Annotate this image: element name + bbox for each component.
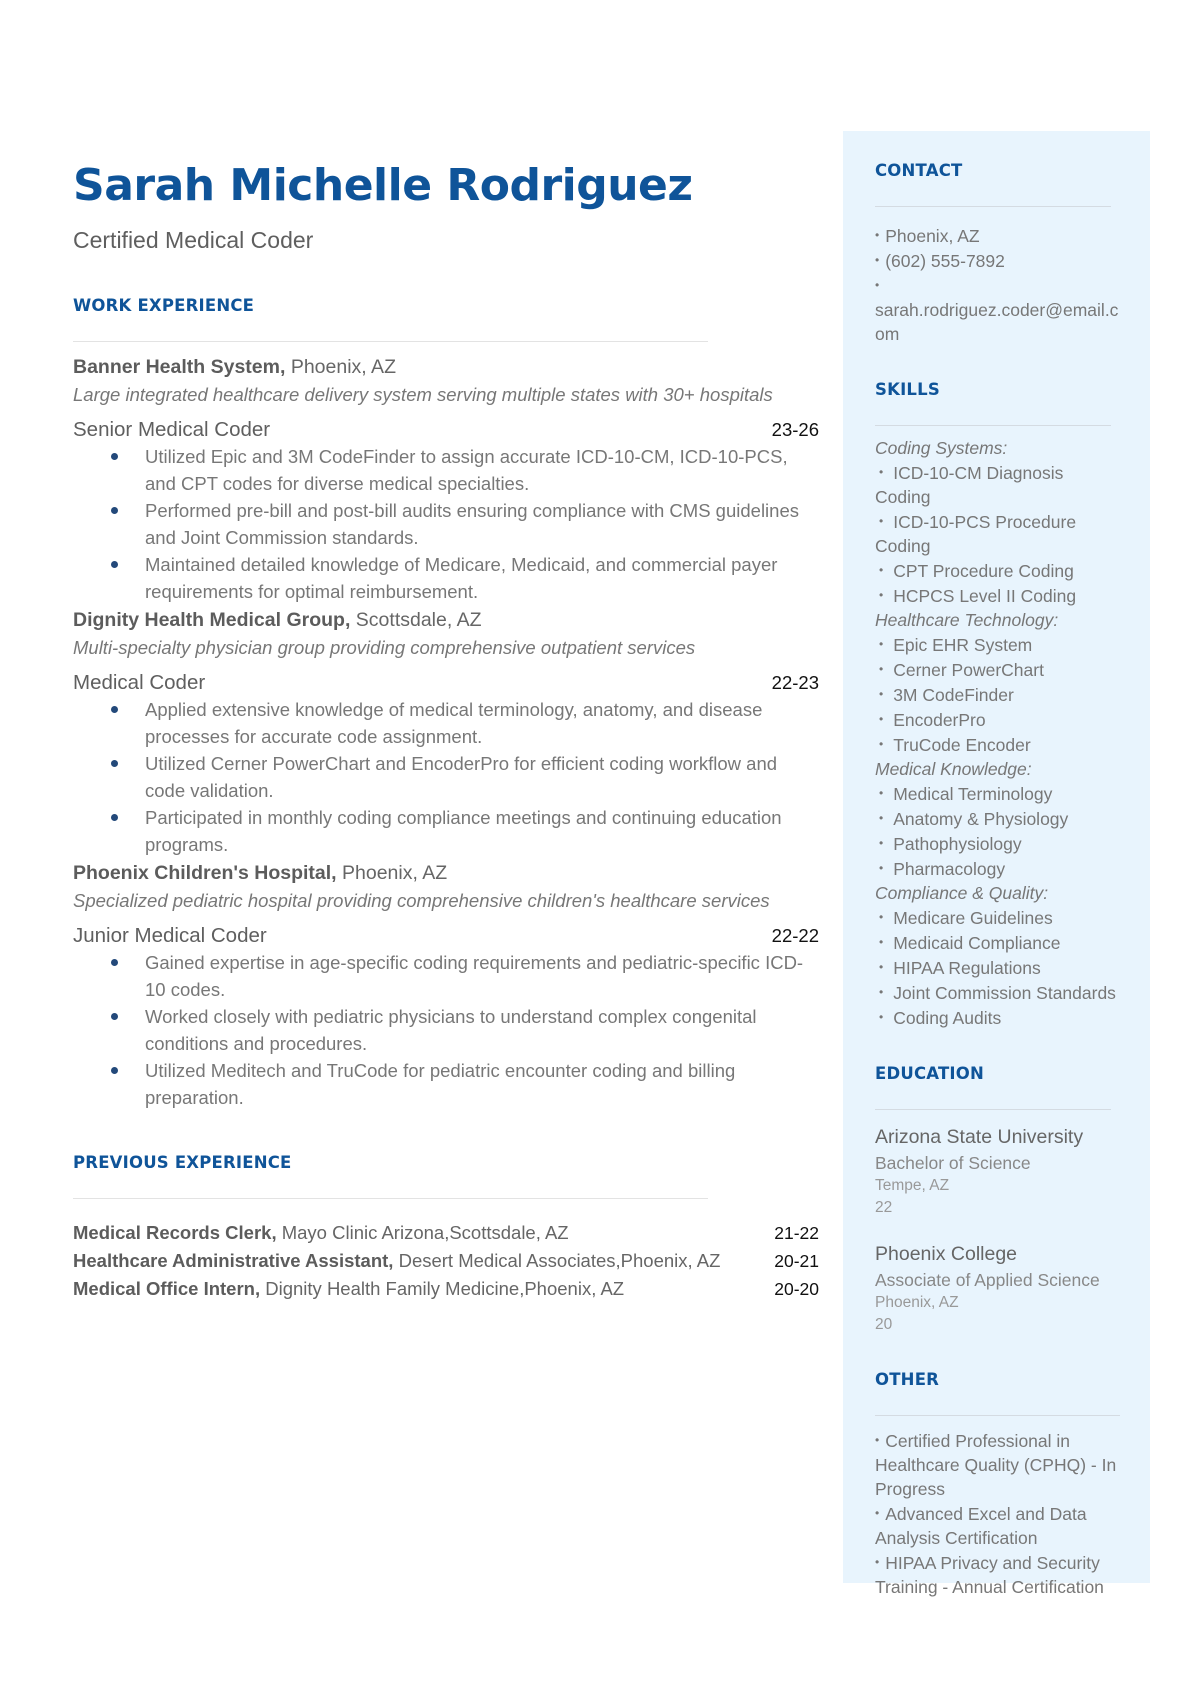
skill-item: • Pathophysiology: [879, 834, 1022, 854]
skill-item: • CPT Procedure Coding: [879, 561, 1074, 581]
previous-dates: 21-22: [774, 1223, 819, 1243]
contact-phone: • (602) 555-7892: [875, 251, 1005, 271]
job-role: Junior Medical Coder: [73, 924, 267, 947]
job-bullet: [145, 696, 819, 750]
company-location: Scottsdale, AZ: [355, 609, 482, 631]
skill-item: • ICD-10-PCS Procedure Coding: [875, 512, 1077, 556]
skill-item: • Coding Audits: [879, 1008, 1002, 1028]
bullet-dot-icon: [111, 453, 118, 460]
job-bullet: [145, 804, 819, 858]
bullet-dot-icon: [111, 1013, 118, 1020]
work-experience-heading: WORK EXPERIENCE: [73, 296, 255, 315]
contact-section: [875, 161, 1120, 346]
previous-org: Dignity Health Family Medicine,Phoenix, AZ: [265, 1278, 625, 1299]
bullet-icon: •: [879, 935, 884, 949]
company-location: Phoenix, AZ: [290, 356, 396, 378]
other-item: • Certified Professional in Healthcare Quality (CPHQ) - In Progress: [875, 1431, 1117, 1499]
bullet-icon: •: [879, 836, 884, 850]
previous-dates: 20-21: [774, 1251, 819, 1271]
job-bullet: [145, 949, 819, 1003]
previous-role: Medical Records Clerk,: [73, 1222, 277, 1243]
main-column: [73, 158, 819, 1303]
education-heading: EDUCATION: [875, 1064, 984, 1083]
role-row: [73, 922, 819, 949]
section-divider: [73, 1198, 708, 1199]
work-experience-list: [73, 354, 819, 1111]
other-item: • HIPAA Privacy and Security Training - Annual Certification: [875, 1553, 1104, 1597]
skill-item: • HIPAA Regulations: [879, 958, 1041, 978]
skill-category: Healthcare Technology:: [875, 610, 1059, 630]
bullet-icon: •: [879, 1010, 884, 1024]
bullet-icon: •: [879, 786, 884, 800]
bullet-icon: •: [879, 637, 884, 651]
skill-category: Coding Systems:: [875, 438, 1008, 458]
bullet-text: Utilized Cerner PowerChart and EncoderPro for efficient coding workflow and code validation.: [145, 753, 778, 801]
bullet-icon: •: [879, 960, 884, 974]
education-degree: Bachelor of Science: [875, 1153, 1031, 1173]
skill-item: • Joint Commission Standards: [879, 983, 1116, 1003]
job-bullet: [145, 750, 819, 804]
previous-experience-item: [73, 1275, 819, 1303]
bullet-icon: •: [879, 588, 884, 602]
job-entry: [73, 607, 819, 858]
skill-item: • HCPCS Level II Coding: [879, 586, 1077, 606]
previous-org: Desert Medical Associates,Phoenix, AZ: [398, 1250, 721, 1271]
skill-category: Compliance & Quality:: [875, 883, 1049, 903]
previous-experience-list: [73, 1219, 819, 1303]
education-item: [875, 1241, 1120, 1336]
company-name: Dignity Health Medical Group,: [73, 609, 351, 631]
job-role: Senior Medical Coder: [73, 418, 271, 441]
bullet-text: Utilized Epic and 3M CodeFinder to assign accurate ICD-10-CM, ICD-10-PCS, and CPT codes for diverse medical specialties.: [145, 446, 788, 494]
job-bullets: [73, 949, 819, 1111]
education-degree: Associate of Applied Science: [875, 1270, 1100, 1290]
bullet-icon: •: [879, 811, 884, 825]
skills-section: [875, 380, 1120, 1030]
bullet-icon: •: [875, 278, 880, 292]
company-description: Multi-specialty physician group providing comprehensive outpatient services: [73, 637, 696, 658]
company-description: Specialized pediatric hospital providing comprehensive children's healthcare services: [73, 890, 770, 911]
contact-heading: CONTACT: [875, 161, 963, 180]
job-bullet: [145, 443, 819, 497]
candidate-name: Sarah Michelle Rodriguez: [73, 160, 693, 211]
job-bullet: [145, 1003, 819, 1057]
bullet-dot-icon: [111, 959, 118, 966]
job-bullets: [73, 443, 819, 605]
bullet-text: Participated in monthly coding compliance meetings and continuing education programs.: [145, 807, 782, 855]
job-bullet: [145, 1057, 819, 1111]
other-heading: OTHER: [875, 1370, 940, 1389]
bullet-icon: •: [879, 465, 884, 479]
company-line: [73, 860, 819, 887]
previous-role: Healthcare Administrative Assistant,: [73, 1250, 394, 1271]
previous-experience-heading: PREVIOUS EXPERIENCE: [73, 1153, 292, 1172]
job-entry: [73, 354, 819, 605]
bullet-icon: •: [879, 687, 884, 701]
role-row: [73, 416, 819, 443]
skill-category: Medical Knowledge:: [875, 759, 1032, 779]
job-dates: 22-23: [771, 672, 819, 693]
company-location: Phoenix, AZ: [342, 862, 448, 884]
company-description: Large integrated healthcare delivery system serving multiple states with 30+ hospitals: [73, 384, 773, 405]
education-school: Phoenix College: [875, 1243, 1018, 1265]
bullet-text: Maintained detailed knowledge of Medicare, Medicaid, and commercial payer requirements for optimal reimbursement.: [145, 554, 778, 602]
education-school: Arizona State University: [875, 1126, 1084, 1148]
skill-item: • TruCode Encoder: [879, 735, 1031, 755]
contact-location: • Phoenix, AZ: [875, 226, 980, 246]
bullet-icon: •: [879, 861, 884, 875]
skills-heading: SKILLS: [875, 380, 940, 399]
education-year: 22: [875, 1199, 893, 1216]
section-divider: [875, 1109, 1111, 1110]
job-bullet: [145, 551, 819, 605]
role-row: [73, 669, 819, 696]
bullet-icon: •: [879, 712, 884, 726]
education-location: Tempe, AZ: [875, 1177, 950, 1194]
bullet-dot-icon: [111, 561, 118, 568]
skill-item: • ICD-10-CM Diagnosis Coding: [875, 463, 1064, 507]
bullet-icon: •: [875, 1506, 880, 1520]
skill-item: • Anatomy & Physiology: [879, 809, 1069, 829]
bullet-text: Utilized Meditech and TruCode for pediatric encounter coding and billing preparation.: [145, 1060, 736, 1108]
skill-item: • EncoderPro: [879, 710, 986, 730]
contact-email[interactable]: • sarah.rodriguez.coder@email.com: [875, 278, 1119, 344]
skill-item: • Medicare Guidelines: [879, 908, 1053, 928]
company-name: Banner Health System,: [73, 356, 286, 378]
previous-dates: 20-20: [774, 1279, 819, 1299]
bullet-icon: •: [879, 737, 884, 751]
skills-list: [875, 436, 1120, 1030]
other-item: • Advanced Excel and Data Analysis Certification: [875, 1504, 1087, 1548]
previous-experience-item: [73, 1219, 819, 1247]
skill-item: • 3M CodeFinder: [879, 685, 1014, 705]
skill-item: • Epic EHR System: [879, 635, 1033, 655]
company-name: Phoenix Children's Hospital,: [73, 862, 337, 884]
bullet-icon: •: [875, 253, 880, 267]
previous-experience-item: [73, 1247, 819, 1275]
previous-org: Mayo Clinic Arizona,Scottsdale, AZ: [281, 1222, 569, 1243]
education-year: 20: [875, 1316, 893, 1333]
job-dates: 22-22: [771, 925, 819, 946]
job-role: Medical Coder: [73, 671, 206, 694]
bullet-icon: •: [879, 662, 884, 676]
skill-item: • Pharmacology: [879, 859, 1006, 879]
education-location: Phoenix, AZ: [875, 1294, 959, 1311]
sidebar: [843, 131, 1150, 1597]
bullet-icon: •: [875, 228, 880, 242]
candidate-title: Certified Medical Coder: [73, 227, 314, 253]
skill-item: • Cerner PowerChart: [879, 660, 1044, 680]
job-entry: [73, 860, 819, 1111]
company-line: [73, 607, 819, 634]
bullet-icon: •: [875, 1555, 880, 1569]
other-section: [875, 1370, 1120, 1599]
bullet-dot-icon: [111, 814, 118, 821]
skill-item: • Medicaid Compliance: [879, 933, 1061, 953]
education-item: [875, 1124, 1120, 1219]
bullet-icon: •: [875, 1433, 880, 1447]
skill-item: • Medical Terminology: [879, 784, 1053, 804]
bullet-icon: •: [879, 514, 884, 528]
job-bullets: [73, 696, 819, 858]
previous-role: Medical Office Intern,: [73, 1278, 261, 1299]
bullet-text: Worked closely with pediatric physicians to understand complex congenital conditions and procedures.: [145, 1006, 757, 1054]
section-divider: [875, 206, 1111, 207]
company-line: [73, 354, 819, 381]
job-bullet: [145, 497, 819, 551]
bullet-dot-icon: [111, 1067, 118, 1074]
education-section: [875, 1064, 1120, 1336]
bullet-dot-icon: [111, 507, 118, 514]
bullet-dot-icon: [111, 760, 118, 767]
section-divider: [875, 425, 1111, 426]
section-divider: [875, 1415, 1120, 1416]
bullet-icon: •: [879, 985, 884, 999]
bullet-text: Performed pre-bill and post-bill audits ensuring compliance with CMS guidelines and Joint Commission standards.: [145, 500, 799, 548]
bullet-icon: •: [879, 910, 884, 924]
bullet-icon: •: [879, 563, 884, 577]
bullet-text: Applied extensive knowledge of medical terminology, anatomy, and disease processes for accurate code assignment.: [145, 699, 763, 747]
job-dates: 23-26: [771, 419, 819, 440]
bullet-text: Gained expertise in age-specific coding requirements and pediatric-specific ICD-10 codes.: [145, 952, 804, 1000]
section-divider: [73, 341, 708, 342]
bullet-dot-icon: [111, 706, 118, 713]
